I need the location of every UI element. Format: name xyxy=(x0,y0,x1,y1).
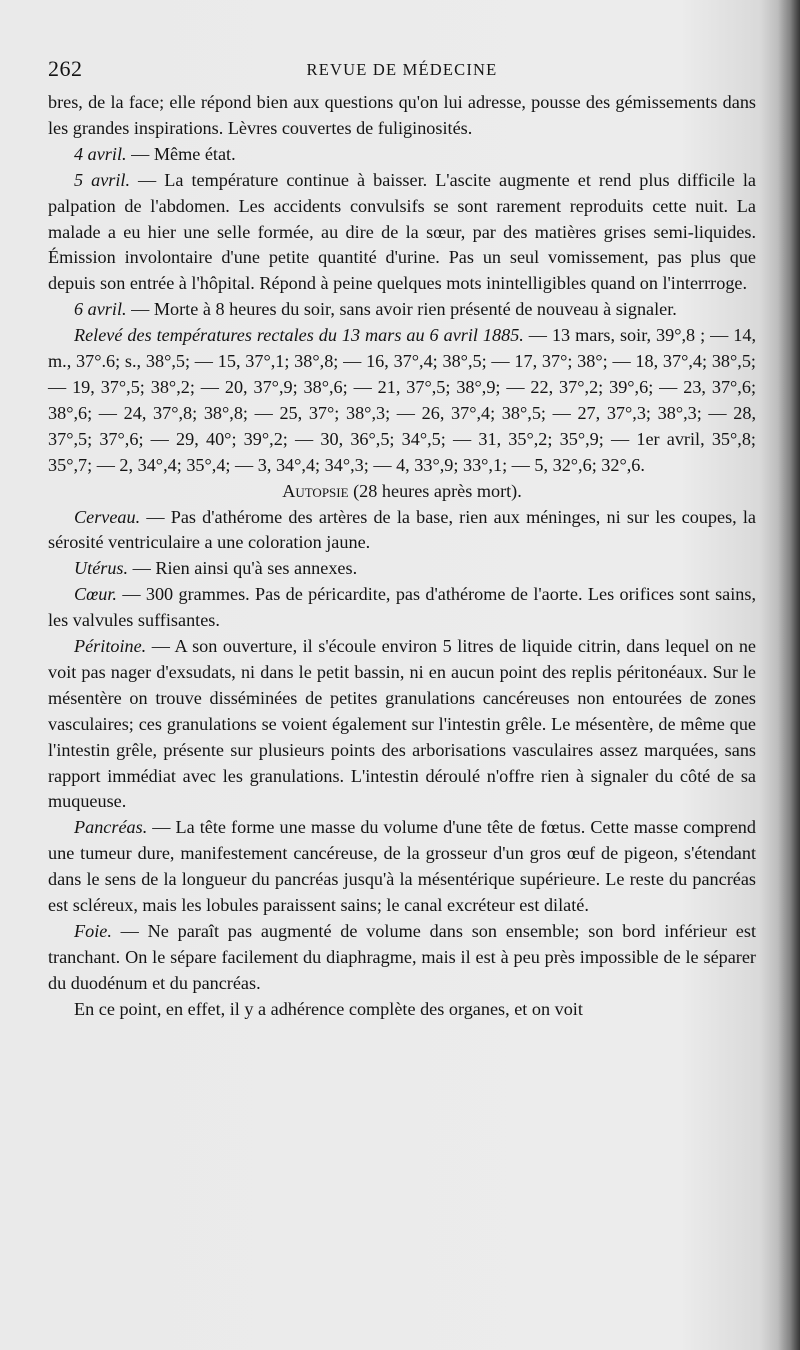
paragraph-lead: Péritoine. xyxy=(74,636,147,657)
autopsy-paragraph: Utérus. — Rien ainsi qu'à ses annexes. xyxy=(74,558,358,579)
paragraph-lead: Pancréas. xyxy=(74,817,148,838)
page-number: 262 xyxy=(48,56,83,81)
autopsy-paragraph: Cœur. — 300 grammes. Pas de péricardite, pas d'athérome de l'aorte. Les orifices sont sains, les valvules suffisantes. xyxy=(48,584,756,631)
autopsy-paragraph: Cerveau. — Pas d'athérome des artères de la base, rien aux méninges, ni sur les coupes, la sérosité ventriculaire a une coloration jaune. xyxy=(48,506,756,553)
paragraph: 4 avril. — Même état. xyxy=(74,143,236,164)
autopsy-paragraph: En ce point, en effet, il y a adhérence complète des organes, et on voit xyxy=(74,998,583,1019)
autopsy-heading: Autopsie (28 heures après mort). xyxy=(282,480,522,501)
paragraph-lead: Foie. xyxy=(74,921,112,941)
temperature-record: Relevé des températures rectales du 13 mars au 6 avril 1885. — 13 mars, soir, 39°,8 ; — 14, m., 37°.6; s., 38°,5; — 15, 37°,1; 38°,8; — 16, 37°,4; 38°,5; — 17, 37°; 38°; — 18, 37°,4; 38°,5; — 19, 37°,5; 38°,2; — 20, 37°,9; 38°,6; — 21, 37°,5; 38°,9; — 22, 37°,2; 39°,6; — 23, 37°,6; 38°,6; — 24, 37°,8; 38°,8; — 25, 37°; 38°,3; — 26, 37°,4; 38°,5; — 27, 37°,3; 38°,3; — 28, 37°,5; 37°,6; — 29, 40°; 39°,2; — 30, 36°,5; 34°,5; — 31, 35°,2; 35°,9; — 1er avril, 35°,8; 35°,7; — 2, 34°,4; 35°,4; — 3, 34°,4; 34°,3; — 4, 33°,9; 33°,1; — 5, 32°,6; 32°,6. xyxy=(48,325,756,475)
running-head: REVUE DE MÉDECINE xyxy=(306,60,498,79)
paragraph-lead: Relevé des températures rectales du 13 mars au 6 avril 1885. xyxy=(74,325,524,346)
paragraph-lead: Utérus. xyxy=(74,558,129,579)
autopsy-paragraph: Pancréas. — La tête forme une masse du volume d'une tête de fœtus. Cette masse comprend une tumeur dure, manifestement cancéreuse, de la grosseur d'un gros œuf de pigeon, s'étendant dans le sens de la longueur du pancréas jusqu'à la mésentérique supérieure. Le reste du pancréas est scléreux, mais les lobules paraissent sains; le canal excréteur est dilaté. xyxy=(48,817,756,916)
page-body xyxy=(48,90,756,1023)
paragraph: 6 avril. — Morte à 8 heures du soir, sans avoir rien présenté de nouveau à signaler. xyxy=(74,299,677,320)
paragraph-lead: 6 avril. xyxy=(74,299,127,320)
paragraph-lead: 5 avril. xyxy=(74,169,131,190)
book-spine-shadow xyxy=(778,0,800,1350)
paragraph-lead: Cœur. xyxy=(74,584,117,605)
autopsy-paragraph: Péritoine. — A son ouverture, il s'écoule environ 5 litres de liquide citrin, dans lequel on ne voit pas nager d'exsudats, ni dans le petit bassin, ni en aucun point des replis péritonéaux. Sur le mésentère on trouve disséminées de petites granulations cancéreuses non entourées de zones vasculaires; ces granulations se voient également sur l'intestin grêle. Le mésentère, de même que l'intestin grêle, présente sur plusieurs points des arborisations vasculaires assez marquées, sans rapport immédiat avec les granulations. L'intestin déroulé n'offre rien à signaler du côté de sa muqueuse. xyxy=(48,636,756,812)
autopsy-paragraph: Foie. — Ne paraît pas augmenté de volume dans son ensemble; son bord inférieur est tranchant. On le sépare facilement du diaphragme, mais il est à peu près impossible de le séparer du duodénum et du pancréas. xyxy=(48,921,756,993)
paragraph: 5 avril. — La température continue à baisser. L'ascite augmente et rend plus difficile la palpation de l'abdomen. Les accidents convulsifs se sont rarement reproduits cette nuit. La malade a eu hier une selle formée, au dire de la sœur, par des matières grises semi-liquides. Émission involontaire d'une petite quantité d'urine. Pas un seul vomissement, pas plus que depuis son entrée à l'hôpital. Répond à peine quelques mots inintelligibles quand on l'interrroge. xyxy=(48,169,756,294)
paragraph-lead: 4 avril. xyxy=(74,143,127,164)
paragraph-lead: Cerveau. xyxy=(74,506,141,527)
page-header xyxy=(48,56,756,84)
paragraph: bres, de la face; elle répond bien aux questions qu'on lui adresse, pousse des gémissements dans les grandes inspirations. Lèvres couvertes de fuliginosités. xyxy=(48,92,756,138)
